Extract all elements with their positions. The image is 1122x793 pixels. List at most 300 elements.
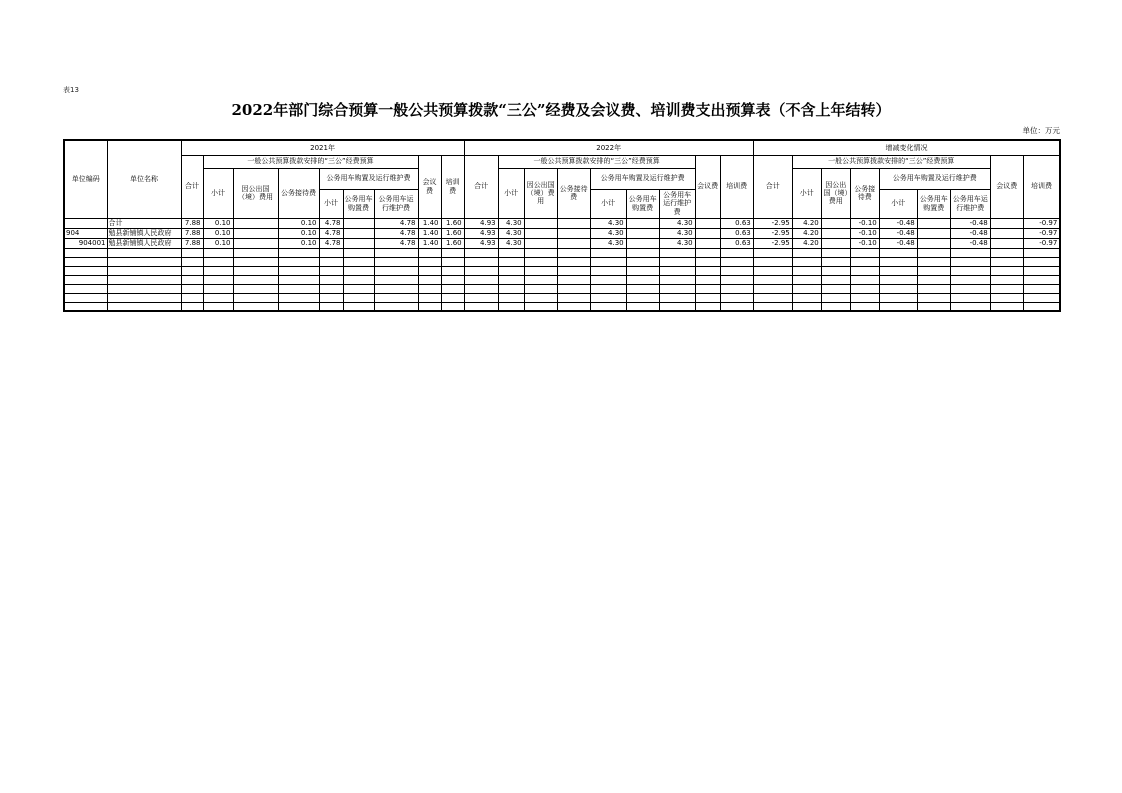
header-meeting-fee-2022: 会议费 — [695, 155, 720, 218]
value-cell — [464, 293, 498, 302]
value-cell — [590, 284, 626, 293]
value-cell — [203, 284, 233, 293]
value-cell — [498, 293, 524, 302]
unit-name-cell — [107, 275, 181, 284]
value-cell — [626, 266, 659, 275]
value-cell — [590, 248, 626, 257]
value-cell: 1.60 — [441, 228, 464, 238]
value-cell — [557, 248, 590, 257]
value-cell — [626, 284, 659, 293]
value-cell: -0.48 — [950, 238, 990, 248]
unit-code-cell — [64, 302, 107, 311]
value-cell — [990, 266, 1023, 275]
value-cell — [498, 302, 524, 311]
value-cell — [498, 266, 524, 275]
value-cell — [233, 218, 278, 228]
value-cell — [343, 284, 374, 293]
value-cell — [626, 257, 659, 266]
value-cell — [374, 248, 418, 257]
value-cell — [374, 293, 418, 302]
value-cell — [1023, 275, 1060, 284]
value-cell — [753, 293, 792, 302]
value-cell — [319, 248, 343, 257]
value-cell: 0.10 — [278, 218, 319, 228]
value-cell: 7.88 — [181, 218, 203, 228]
value-cell — [498, 284, 524, 293]
value-cell — [720, 248, 753, 257]
value-cell: -0.97 — [1023, 228, 1060, 238]
value-cell — [879, 275, 917, 284]
table-row — [64, 302, 1060, 311]
value-cell — [950, 266, 990, 275]
value-cell: -2.95 — [753, 218, 792, 228]
value-cell — [374, 275, 418, 284]
value-cell — [557, 302, 590, 311]
value-cell — [524, 266, 557, 275]
value-cell — [879, 284, 917, 293]
value-cell — [319, 257, 343, 266]
value-cell — [695, 266, 720, 275]
value-cell — [753, 248, 792, 257]
value-cell — [181, 248, 203, 257]
value-cell — [695, 293, 720, 302]
value-cell — [418, 257, 441, 266]
value-cell — [879, 266, 917, 275]
header-reception-fee-change: 公务接待费 — [850, 168, 879, 218]
table-row — [64, 266, 1060, 275]
header-unit-name: 单位名称 — [107, 140, 181, 218]
value-cell — [524, 218, 557, 228]
table-row — [64, 228, 1060, 238]
value-cell — [917, 218, 950, 228]
value-cell: 4.78 — [319, 218, 343, 228]
value-cell — [203, 302, 233, 311]
value-cell — [720, 266, 753, 275]
value-cell: -2.95 — [753, 238, 792, 248]
unit-note: 单位：万元 — [1022, 126, 1060, 135]
unit-name-cell — [107, 266, 181, 275]
value-cell — [278, 302, 319, 311]
value-cell — [418, 248, 441, 257]
value-cell — [1023, 248, 1060, 257]
header-vehicle-maintenance-change: 公务用车运行维护费 — [950, 189, 990, 218]
value-cell — [753, 266, 792, 275]
value-cell — [1023, 284, 1060, 293]
header-abroad-fee-2022: 因公出国（境）费用 — [524, 168, 557, 218]
value-cell: 4.20 — [792, 218, 821, 228]
value-cell — [917, 228, 950, 238]
header-row-sections — [64, 140, 1060, 155]
value-cell — [464, 266, 498, 275]
value-cell — [233, 293, 278, 302]
value-cell — [626, 248, 659, 257]
value-cell — [990, 302, 1023, 311]
value-cell — [821, 302, 850, 311]
value-cell — [557, 275, 590, 284]
value-cell — [917, 238, 950, 248]
value-cell — [343, 238, 374, 248]
header-vehicle-group-change: 公务用车购置及运行维护费 — [879, 168, 990, 189]
value-cell — [203, 248, 233, 257]
value-cell — [917, 302, 950, 311]
value-cell — [498, 257, 524, 266]
value-cell: 0.63 — [720, 218, 753, 228]
value-cell — [626, 302, 659, 311]
value-cell — [233, 238, 278, 248]
value-cell — [950, 293, 990, 302]
value-cell: -0.48 — [879, 238, 917, 248]
value-cell: 4.30 — [590, 218, 626, 228]
value-cell — [418, 302, 441, 311]
value-cell: 1.60 — [441, 238, 464, 248]
value-cell — [181, 302, 203, 311]
value-cell — [792, 275, 821, 284]
unit-name-cell — [107, 284, 181, 293]
value-cell: 1.40 — [418, 228, 441, 238]
value-cell — [720, 284, 753, 293]
value-cell: -0.48 — [879, 228, 917, 238]
table-row — [64, 275, 1060, 284]
value-cell — [850, 248, 879, 257]
value-cell — [821, 275, 850, 284]
value-cell — [659, 257, 695, 266]
value-cell — [441, 266, 464, 275]
header-training-fee-2022: 培训费 — [720, 155, 753, 218]
value-cell: 4.93 — [464, 228, 498, 238]
page-title: 2022年部门综合预算一般公共预算拨款“三公”经费及会议费、培训费支出预算表（不含上年结转） — [231, 101, 891, 119]
value-cell — [659, 266, 695, 275]
header-meeting-fee-2021: 会议费 — [418, 155, 441, 218]
unit-name-cell — [107, 293, 181, 302]
value-cell — [821, 228, 850, 238]
header-training-fee-2021: 培训费 — [441, 155, 464, 218]
value-cell — [879, 257, 917, 266]
value-cell — [524, 248, 557, 257]
header-subtotal-2022: 小计 — [498, 168, 524, 218]
value-cell — [181, 284, 203, 293]
value-cell — [319, 302, 343, 311]
value-cell: 4.78 — [319, 238, 343, 248]
value-cell — [850, 284, 879, 293]
header-section-change: 增减变化情况 — [753, 140, 1060, 155]
value-cell — [590, 302, 626, 311]
value-cell — [821, 266, 850, 275]
value-cell — [319, 293, 343, 302]
value-cell — [524, 257, 557, 266]
header-training-fee-change: 培训费 — [1023, 155, 1060, 218]
value-cell — [441, 275, 464, 284]
value-cell — [203, 293, 233, 302]
value-cell — [441, 257, 464, 266]
unit-code-cell — [64, 293, 107, 302]
value-cell: -0.48 — [950, 228, 990, 238]
value-cell — [659, 248, 695, 257]
value-cell — [374, 257, 418, 266]
value-cell — [821, 284, 850, 293]
header-row-groups — [64, 155, 1060, 168]
value-cell — [181, 275, 203, 284]
value-cell — [464, 302, 498, 311]
table-row — [64, 238, 1060, 248]
value-cell — [792, 293, 821, 302]
value-cell — [590, 275, 626, 284]
value-cell: 7.88 — [181, 238, 203, 248]
value-cell — [524, 275, 557, 284]
unit-name-cell: 合计 — [107, 218, 181, 228]
value-cell: 4.30 — [590, 238, 626, 248]
value-cell: 7.88 — [181, 228, 203, 238]
value-cell — [792, 284, 821, 293]
value-cell — [524, 228, 557, 238]
value-cell — [720, 293, 753, 302]
value-cell — [917, 257, 950, 266]
value-cell — [464, 257, 498, 266]
header-total-2022: 合计 — [464, 155, 498, 218]
table-row — [64, 284, 1060, 293]
value-cell: 4.93 — [464, 238, 498, 248]
value-cell: 1.40 — [418, 238, 441, 248]
value-cell — [753, 302, 792, 311]
header-unit-code: 单位编码 — [64, 140, 107, 218]
header-meeting-fee-change: 会议费 — [990, 155, 1023, 218]
value-cell — [374, 302, 418, 311]
unit-code-cell — [64, 266, 107, 275]
value-cell — [441, 284, 464, 293]
value-cell: -2.95 — [753, 228, 792, 238]
value-cell — [850, 275, 879, 284]
header-total-2021: 合计 — [181, 155, 203, 218]
value-cell: 0.63 — [720, 228, 753, 238]
value-cell — [1023, 266, 1060, 275]
value-cell — [792, 248, 821, 257]
value-cell — [319, 275, 343, 284]
value-cell — [278, 257, 319, 266]
header-abroad-fee-2021: 因公出国（境）费用 — [233, 168, 278, 218]
value-cell — [464, 248, 498, 257]
value-cell — [879, 293, 917, 302]
value-cell — [181, 257, 203, 266]
header-vehicle-maintenance-2022: 公务用车运行维护费 — [659, 189, 695, 218]
value-cell — [557, 284, 590, 293]
table-row — [64, 218, 1060, 228]
value-cell — [695, 302, 720, 311]
unit-code-cell: 904001 — [64, 238, 107, 248]
value-cell: -0.10 — [850, 218, 879, 228]
value-cell — [343, 218, 374, 228]
header-vehicle-group-2021: 公务用车购置及运行维护费 — [319, 168, 418, 189]
table-row — [64, 257, 1060, 266]
value-cell — [821, 238, 850, 248]
header-total-change: 合计 — [753, 155, 792, 218]
value-cell — [557, 238, 590, 248]
value-cell: 4.20 — [792, 238, 821, 248]
header-sangong-group-2021: 一般公共预算拨款安排的“三公”经费预算 — [203, 155, 418, 168]
value-cell — [418, 275, 441, 284]
value-cell: 0.10 — [278, 238, 319, 248]
value-cell — [524, 284, 557, 293]
value-cell: -0.97 — [1023, 218, 1060, 228]
value-cell: 4.30 — [498, 218, 524, 228]
budget-table-body — [64, 218, 1060, 311]
header-subtotal-change: 小计 — [792, 168, 821, 218]
value-cell — [1023, 302, 1060, 311]
table-row — [64, 248, 1060, 257]
value-cell — [950, 248, 990, 257]
value-cell — [850, 266, 879, 275]
unit-name-cell — [107, 257, 181, 266]
value-cell — [464, 284, 498, 293]
value-cell: 0.63 — [720, 238, 753, 248]
value-cell — [233, 228, 278, 238]
value-cell: 1.60 — [441, 218, 464, 228]
value-cell — [233, 284, 278, 293]
value-cell — [418, 284, 441, 293]
value-cell — [343, 257, 374, 266]
value-cell — [524, 302, 557, 311]
value-cell — [319, 284, 343, 293]
budget-table — [63, 139, 1061, 312]
value-cell: 0.10 — [203, 218, 233, 228]
value-cell — [590, 266, 626, 275]
value-cell — [626, 228, 659, 238]
value-cell — [917, 293, 950, 302]
value-cell — [418, 266, 441, 275]
unit-name-cell — [107, 248, 181, 257]
value-cell: -0.48 — [879, 218, 917, 228]
value-cell — [720, 257, 753, 266]
value-cell — [464, 275, 498, 284]
value-cell — [557, 293, 590, 302]
value-cell — [753, 257, 792, 266]
value-cell — [557, 257, 590, 266]
value-cell — [181, 266, 203, 275]
value-cell — [278, 275, 319, 284]
value-cell — [659, 275, 695, 284]
value-cell — [557, 218, 590, 228]
value-cell: 0.10 — [278, 228, 319, 238]
value-cell — [278, 284, 319, 293]
header-section-2021: 2021年 — [181, 140, 464, 155]
unit-code-cell — [64, 257, 107, 266]
value-cell — [659, 293, 695, 302]
value-cell — [233, 248, 278, 257]
header-sangong-group-2022: 一般公共预算拨款安排的“三公”经费预算 — [498, 155, 695, 168]
unit-code-cell — [64, 218, 107, 228]
value-cell — [203, 266, 233, 275]
value-cell — [821, 218, 850, 228]
value-cell — [990, 257, 1023, 266]
unit-name-cell: 勉县新铺镇人民政府 — [107, 228, 181, 238]
value-cell — [557, 228, 590, 238]
value-cell — [1023, 257, 1060, 266]
value-cell — [917, 275, 950, 284]
value-cell: 4.78 — [374, 228, 418, 238]
value-cell — [626, 293, 659, 302]
header-vehicle-subtotal-2021: 小计 — [319, 189, 343, 218]
value-cell — [498, 275, 524, 284]
value-cell — [695, 218, 720, 228]
unit-code-cell — [64, 284, 107, 293]
value-cell — [343, 266, 374, 275]
unit-name-cell — [107, 302, 181, 311]
header-row-subgroups — [64, 168, 1060, 189]
value-cell — [917, 284, 950, 293]
header-reception-fee-2021: 公务接待费 — [278, 168, 319, 218]
value-cell — [850, 257, 879, 266]
value-cell — [524, 238, 557, 248]
value-cell — [374, 284, 418, 293]
value-cell — [821, 248, 850, 257]
value-cell — [233, 266, 278, 275]
value-cell: 4.20 — [792, 228, 821, 238]
value-cell — [374, 266, 418, 275]
value-cell — [917, 248, 950, 257]
value-cell — [990, 293, 1023, 302]
value-cell — [821, 257, 850, 266]
value-cell: 0.10 — [203, 238, 233, 248]
header-vehicle-purchase-2022: 公务用车购置费 — [626, 189, 659, 218]
value-cell — [343, 275, 374, 284]
value-cell — [203, 257, 233, 266]
value-cell — [879, 248, 917, 257]
value-cell — [498, 248, 524, 257]
value-cell — [233, 257, 278, 266]
value-cell — [524, 293, 557, 302]
value-cell: 4.30 — [498, 238, 524, 248]
value-cell — [753, 275, 792, 284]
value-cell — [792, 302, 821, 311]
value-cell — [695, 228, 720, 238]
value-cell — [278, 248, 319, 257]
value-cell — [278, 266, 319, 275]
header-vehicle-group-2022: 公务用车购置及运行维护费 — [590, 168, 695, 189]
value-cell — [626, 218, 659, 228]
header-vehicle-maintenance-2021: 公务用车运行维护费 — [374, 189, 418, 218]
value-cell: 0.10 — [203, 228, 233, 238]
value-cell — [203, 275, 233, 284]
value-cell — [418, 293, 441, 302]
value-cell — [181, 293, 203, 302]
header-subtotal-2021: 小计 — [203, 168, 233, 218]
unit-code-cell: 904 — [64, 228, 107, 238]
value-cell: -0.48 — [950, 218, 990, 228]
value-cell — [792, 266, 821, 275]
value-cell — [950, 284, 990, 293]
value-cell: -0.10 — [850, 238, 879, 248]
value-cell — [343, 228, 374, 238]
header-abroad-fee-change: 因公出国（境）费用 — [821, 168, 850, 218]
value-cell: 4.78 — [374, 238, 418, 248]
value-cell — [821, 293, 850, 302]
value-cell — [590, 257, 626, 266]
value-cell — [343, 248, 374, 257]
value-cell: 4.78 — [374, 218, 418, 228]
value-cell — [695, 284, 720, 293]
header-section-2022: 2022年 — [464, 140, 753, 155]
value-cell — [720, 275, 753, 284]
value-cell — [990, 248, 1023, 257]
value-cell — [695, 238, 720, 248]
header-vehicle-subtotal-2022: 小计 — [590, 189, 626, 218]
value-cell — [695, 275, 720, 284]
value-cell — [990, 284, 1023, 293]
value-cell — [626, 275, 659, 284]
value-cell: 4.30 — [659, 218, 695, 228]
value-cell — [950, 257, 990, 266]
value-cell — [343, 302, 374, 311]
value-cell — [441, 293, 464, 302]
value-cell — [557, 266, 590, 275]
